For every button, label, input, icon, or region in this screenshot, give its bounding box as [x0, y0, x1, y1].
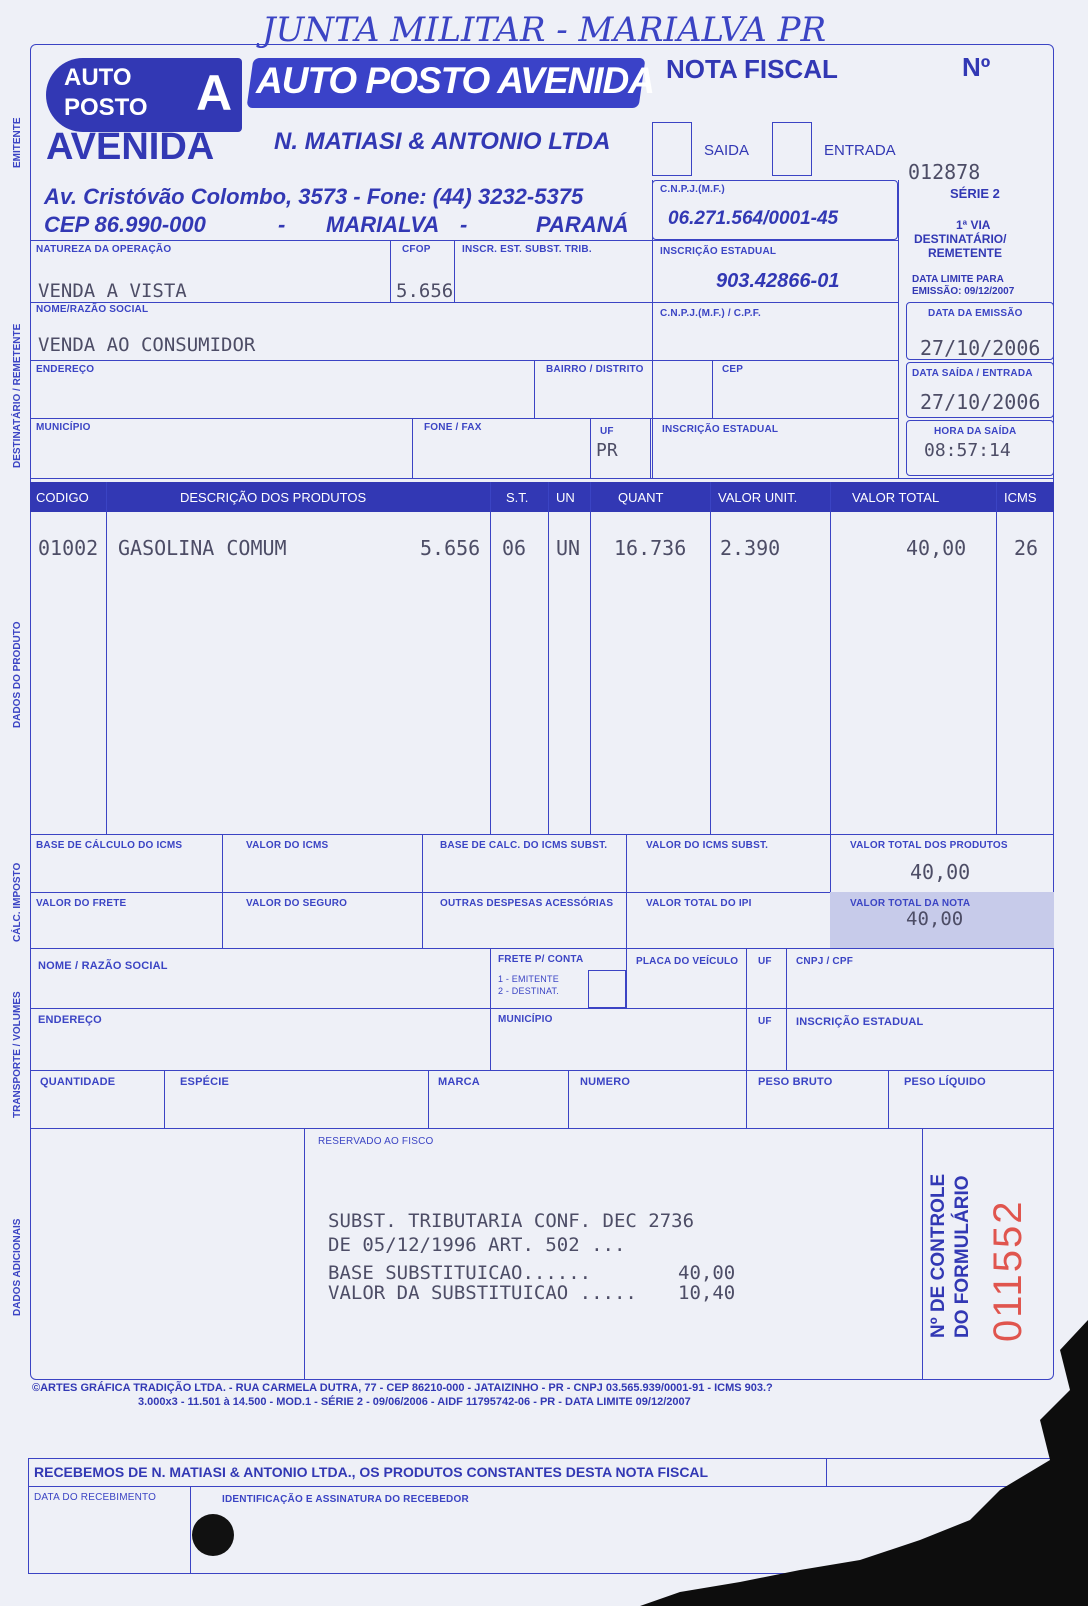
entrada-checkbox[interactable]: [772, 122, 812, 176]
cnpj-cpf-label: C.N.P.J.(M.F.) / C.P.F.: [660, 308, 761, 319]
logo-auto: AUTO: [64, 64, 132, 91]
placa-label: PLACA DO VEÍCULO: [636, 956, 739, 967]
nota-number: 012878: [908, 160, 981, 184]
row-unit: 2.390: [720, 536, 781, 560]
transp-cnpj-label: CNPJ / CPF: [796, 956, 854, 967]
fone-label: FONE / FAX: [424, 422, 482, 433]
row-descricao: GASOLINA COMUM: [118, 536, 287, 560]
nome-value: VENDA AO CONSUMIDOR: [38, 334, 256, 356]
limite-line1: DATA LIMITE PARA: [912, 274, 1004, 285]
controle-line2: DO FORMULÁRIO: [952, 1175, 973, 1338]
adicional-line2: DE 05/12/1996 ART. 502 ...: [328, 1234, 626, 1256]
transp-endereco-label: ENDEREÇO: [38, 1014, 102, 1026]
row-codigo: 01002: [38, 536, 99, 560]
company-state: PARANÁ: [536, 212, 629, 237]
adicional-line1: SUBST. TRIBUTARIA CONF. DEC 2736: [328, 1210, 695, 1232]
emissao-label: DATA DA EMISSÃO: [928, 308, 1023, 319]
municipio-label: MUNICÍPIO: [36, 422, 91, 433]
transp-ie-label: INSCRIÇÃO ESTADUAL: [796, 1016, 924, 1028]
transp-uf-label: UF: [758, 956, 772, 967]
col-valor-total: VALOR TOTAL: [852, 490, 940, 505]
total-produtos-value: 40,00: [910, 860, 971, 884]
total-nota-value: 40,00: [906, 908, 964, 930]
cfop-value: 5.656: [396, 280, 454, 302]
natureza-value: VENDA A VISTA: [38, 280, 187, 302]
base-icms-label: BASE DE CÁLCULO DO ICMS: [36, 840, 183, 851]
frete-conta-box[interactable]: [588, 970, 626, 1008]
quantidade-label: QUANTIDADE: [40, 1076, 116, 1088]
cep-label: CEP: [722, 364, 744, 375]
frete-label: VALOR DO FRETE: [36, 898, 127, 909]
entrada-label: ENTRADA: [824, 142, 896, 159]
total-produtos-label: VALOR TOTAL DOS PRODUTOS: [850, 840, 1008, 851]
peso-bruto-label: PESO BRUTO: [758, 1076, 833, 1088]
nota-serie: SÉRIE 2: [950, 186, 1000, 201]
marca-label: MARCA: [438, 1076, 480, 1088]
col-st: S.T.: [506, 490, 529, 505]
logo-posto: POSTO: [64, 94, 148, 121]
ie-label: INSCRIÇÃO ESTADUAL: [660, 246, 777, 257]
punch-hole: [192, 1514, 234, 1556]
col-icms: ICMS: [1004, 490, 1037, 505]
seguro-label: VALOR DO SEGURO: [246, 898, 348, 909]
col-quant: QUANT: [618, 490, 664, 505]
col-valor-unit: VALOR UNIT.: [718, 490, 798, 505]
outras-label: OUTRAS DESPESAS ACESSÓRIAS: [440, 898, 614, 909]
via-line2: DESTINATÁRIO/: [914, 232, 1007, 246]
total-nota-label: VALOR TOTAL DA NOTA: [850, 898, 971, 909]
insc-subst-label: INSCR. EST. SUBST. TRIB.: [462, 244, 592, 255]
valor-subst-label: VALOR DO ICMS SUBST.: [646, 840, 769, 851]
logo-avenida: AVENIDA: [46, 126, 215, 168]
receipt-assinatura-label: IDENTIFICAÇÃO E ASSINATURA DO RECEBEDOR: [222, 1494, 469, 1505]
cfop-label: CFOP: [402, 244, 431, 255]
reservado-label: RESERVADO AO FISCO: [318, 1136, 434, 1147]
via-line1: 1ª VIA: [956, 218, 991, 232]
hora-label: HORA DA SAÍDA: [934, 426, 1017, 437]
saida-entrada-value: 27/10/2006: [920, 390, 1041, 414]
ipi-label: VALOR TOTAL DO IPI: [646, 898, 752, 909]
frete-conta-label: FRETE P/ CONTA: [498, 954, 584, 965]
row-st: 06: [502, 536, 527, 560]
cnpj-value: 06.271.564/0001-45: [668, 208, 839, 229]
receipt-title: RECEBEMOS DE N. MATIASI & ANTONIO LTDA., OS PRODUTOS CONSTANTES DESTA NOTA FISCAL: [34, 1464, 709, 1480]
side-label-transporte: TRANSPORTE / VOLUMES: [12, 991, 23, 1118]
adicional-line4-value: 10,40: [678, 1282, 736, 1304]
logo-badge: [46, 58, 242, 132]
printer-line1: ©ARTES GRÁFICA TRADIÇÃO LTDA. - RUA CARMELA DUTRA, 77 - CEP 86210-000 - JATAIZINHO - PR - CNPJ 03.565.939/0001-91 - ICMS 903.?: [32, 1382, 773, 1394]
torn-corner: [640, 1320, 1088, 1606]
banner-title: AUTO POSTO AVENIDA: [256, 60, 654, 101]
dest-ie-label: INSCRIÇÃO ESTADUAL: [662, 424, 779, 435]
side-label-dados-produto: DADOS DO PRODUTO: [12, 621, 23, 728]
side-label-emitente: EMITENTE: [12, 117, 23, 168]
nome-label: NOME/RAZÃO SOCIAL: [36, 304, 149, 315]
row-icms: 26: [1014, 536, 1039, 560]
numero-label: NUMERO: [580, 1076, 631, 1088]
hora-value: 08:57:14: [924, 440, 1011, 461]
transp-nome-label: NOME / RAZÃO SOCIAL: [38, 960, 168, 972]
company-address: Av. Cristóvão Colombo, 3573 - Fone: (44) 3232-5375: [44, 184, 584, 209]
side-label-calc-imposto: CÁLC. IMPOSTO: [12, 862, 23, 942]
especie-label: ESPÉCIE: [180, 1076, 230, 1088]
endereco-label: ENDEREÇO: [36, 364, 95, 375]
uf-label: UF: [600, 426, 614, 437]
adicional-line3-label: BASE SUBSTITUICAO......: [328, 1262, 592, 1284]
frete-destinat: 2 - DESTINAT.: [498, 986, 559, 996]
peso-liquido-label: PESO LÍQUIDO: [904, 1076, 986, 1088]
bairro-label: BAIRRO / DISTRITO: [546, 364, 644, 375]
row-quant: 16.736: [614, 536, 687, 560]
transp-municipio-label: MUNICÍPIO: [498, 1014, 553, 1025]
adicional-line3-value: 40,00: [678, 1262, 736, 1284]
natureza-label: NATUREZA DA OPERAÇÃO: [36, 244, 172, 255]
row-un: UN: [556, 536, 581, 560]
logo-letter: A: [196, 65, 233, 121]
company-name: N. MATIASI & ANTONIO LTDA: [274, 128, 611, 155]
company-cep: CEP 86.990-000: [44, 212, 206, 237]
row-cfop: 5.656: [420, 536, 481, 560]
transp-uf2-label: UF: [758, 1016, 772, 1027]
col-un: UN: [556, 490, 575, 505]
emissao-value: 27/10/2006: [920, 336, 1041, 360]
frete-emitente: 1 - EMITENTE: [498, 974, 559, 984]
limite-line2: EMISSÃO: 09/12/2007: [912, 286, 1015, 297]
printer-line2: 3.000x3 - 11.501 à 14.500 - MOD.1 - SÉRIE 2 - 09/06/2006 - AIDF 11795742-06 - PR - DATA LIMITE 09/12/2007: [138, 1396, 691, 1408]
row-total: 40,00: [906, 536, 967, 560]
uf-value: PR: [596, 440, 618, 461]
saida-entrada-label: DATA SAÍDA / ENTRADA: [912, 368, 1033, 379]
base-subst-label: BASE DE CALC. DO ICMS SUBST.: [440, 840, 608, 851]
col-descricao: DESCRIÇÃO DOS PRODUTOS: [180, 490, 367, 505]
adicional-line4-label: VALOR DA SUBSTITUICAO .....: [328, 1282, 637, 1304]
col-codigo: CODIGO: [36, 490, 89, 505]
nota-fiscal-title: NOTA FISCAL: [666, 54, 838, 84]
via-line3: REMETENTE: [928, 246, 1003, 260]
saida-label: SAIDA: [704, 142, 750, 159]
nota-number-label: Nº: [962, 52, 991, 82]
receipt-data-label: DATA DO RECEBIMENTO: [34, 1492, 157, 1503]
side-label-destinatario: DESTINATÁRIO / REMETENTE: [12, 323, 23, 468]
nota-fiscal-page: JUNTA MILITAR - MARIALVA PR EMITENTE DESTINATÁRIO / REMETENTE DADOS DO PRODUTO CÁLC. IMPOSTO TRANSPORTE / VOLUMES DADOS ADICIONAIS AUTO POSTO A AVENIDA AUTO POSTO AVENIDA N. MATIASI & ANTONIO LTDA Av. Cristóvão Colombo, 3573 - Fone: (44) 3232-5375 CEP 86.990-000 - MARIALVA - PARANÁ NOTA FISCAL Nº SAIDA ENTRADA 012878 SÉRIE 2 1ª VIA DESTINATÁRIO/ REMETENTE DATA LIMITE PARA EMISSÃO: 09/12/2007 C.N.P.J.(M.F.) 06.271.564/0001-45 NATUREZA DA OPERAÇÃO VENDA A VISTA CFOP 5.656 INSCR. EST. SUBST. TRIB. INSCRIÇÃO ESTADUAL 903.42866-01 NOME/RAZÃO SOCIAL VENDA AO CONSUMIDOR C.N.P.J.(M.F.) / C.P.F. DATA DA EMISSÃO 27/10/2006 ENDEREÇO BAIRRO / DISTRITO CEP DATA SAÍDA / ENTRADA 27/10/2006 MUNICÍPIO FONE / FAX UF PR INSCRIÇÃO ESTADUAL HORA DA SAÍDA 08:57:14 CODIGO DESCRIÇÃO DOS PRODUTOS S.T. UN QUANT VALOR UNIT. VALOR TOTAL ICMS 01002 GASOLINA COMUM 5.656 06 UN 16.736 2.390 40,00 26 BASE DE CÁLCULO DO ICMS VALOR DO ICMS BASE DE CALC. DO ICMS SUBST. VALOR DO ICMS SUBST. VALOR TOTAL DOS PRODUTOS 40,00 VALOR DO FRETE VALOR DO SEGURO OUTRAS DESPESAS ACESSÓRIAS VALOR TOTAL DO IPI VALOR TOTAL DA NOTA 40,00 NOME / RAZÃO SOCIAL FRETE P/ CONTA 1 - EMITENTE 2 - DESTINAT. PLACA DO VEÍCULO UF CNPJ / CPF ENDEREÇO MUNICÍPIO UF INSCRIÇÃO ESTADUAL QUANTIDADE ESPÉCIE MARCA NUMERO PESO BRUTO PESO LÍQUIDO RESERVADO AO FISCO SUBST. TRIBUTARIA CONF. DEC 2736 DE 05/12/1996 ART. 502 ... BASE SUBSTITUICAO...... 40,00 VALOR DA SUBSTITUICAO ..... 10,40 Nº DE CONTROLE DO FORMULÁRIO 011552 ©ARTES GRÁFICA TRADIÇÃO LTDA. - RUA CARMELA DUTRA, 77 - CEP 86210-000 - JATAIZINHO - PR - CNPJ 03.565.939/0001-91 - ICMS 903.? 3.000x3 - 11.501 à 14.500 - MOD.1 - SÉRIE 2 - 09/06/2006 - AIDF 11795742-06 - PR - DATA LIMITE 09/12/2007 RECEBEMOS DE N. MATIASI & ANTONIO LTDA., OS PRODUTOS CONSTANTES DESTA NOTA FISCAL DATA DO RECEBIMENTO IDENTIFICAÇÃO E ASSINATURA DO RECEBEDOR: [0, 0, 1088, 1606]
side-label-adicionais: DADOS ADICIONAIS: [12, 1218, 23, 1316]
handwritten-note: JUNTA MILITAR - MARIALVA PR: [262, 10, 827, 50]
company-city: MARIALVA: [326, 212, 440, 237]
cnpj-label: C.N.P.J.(M.F.): [660, 184, 725, 195]
valor-icms-label: VALOR DO ICMS: [246, 840, 329, 851]
controle-number: 011552: [986, 1199, 1030, 1342]
saida-checkbox[interactable]: [652, 122, 692, 176]
controle-line1: Nº DE CONTROLE: [928, 1173, 949, 1338]
ie-value: 903.42866-01: [716, 270, 840, 292]
